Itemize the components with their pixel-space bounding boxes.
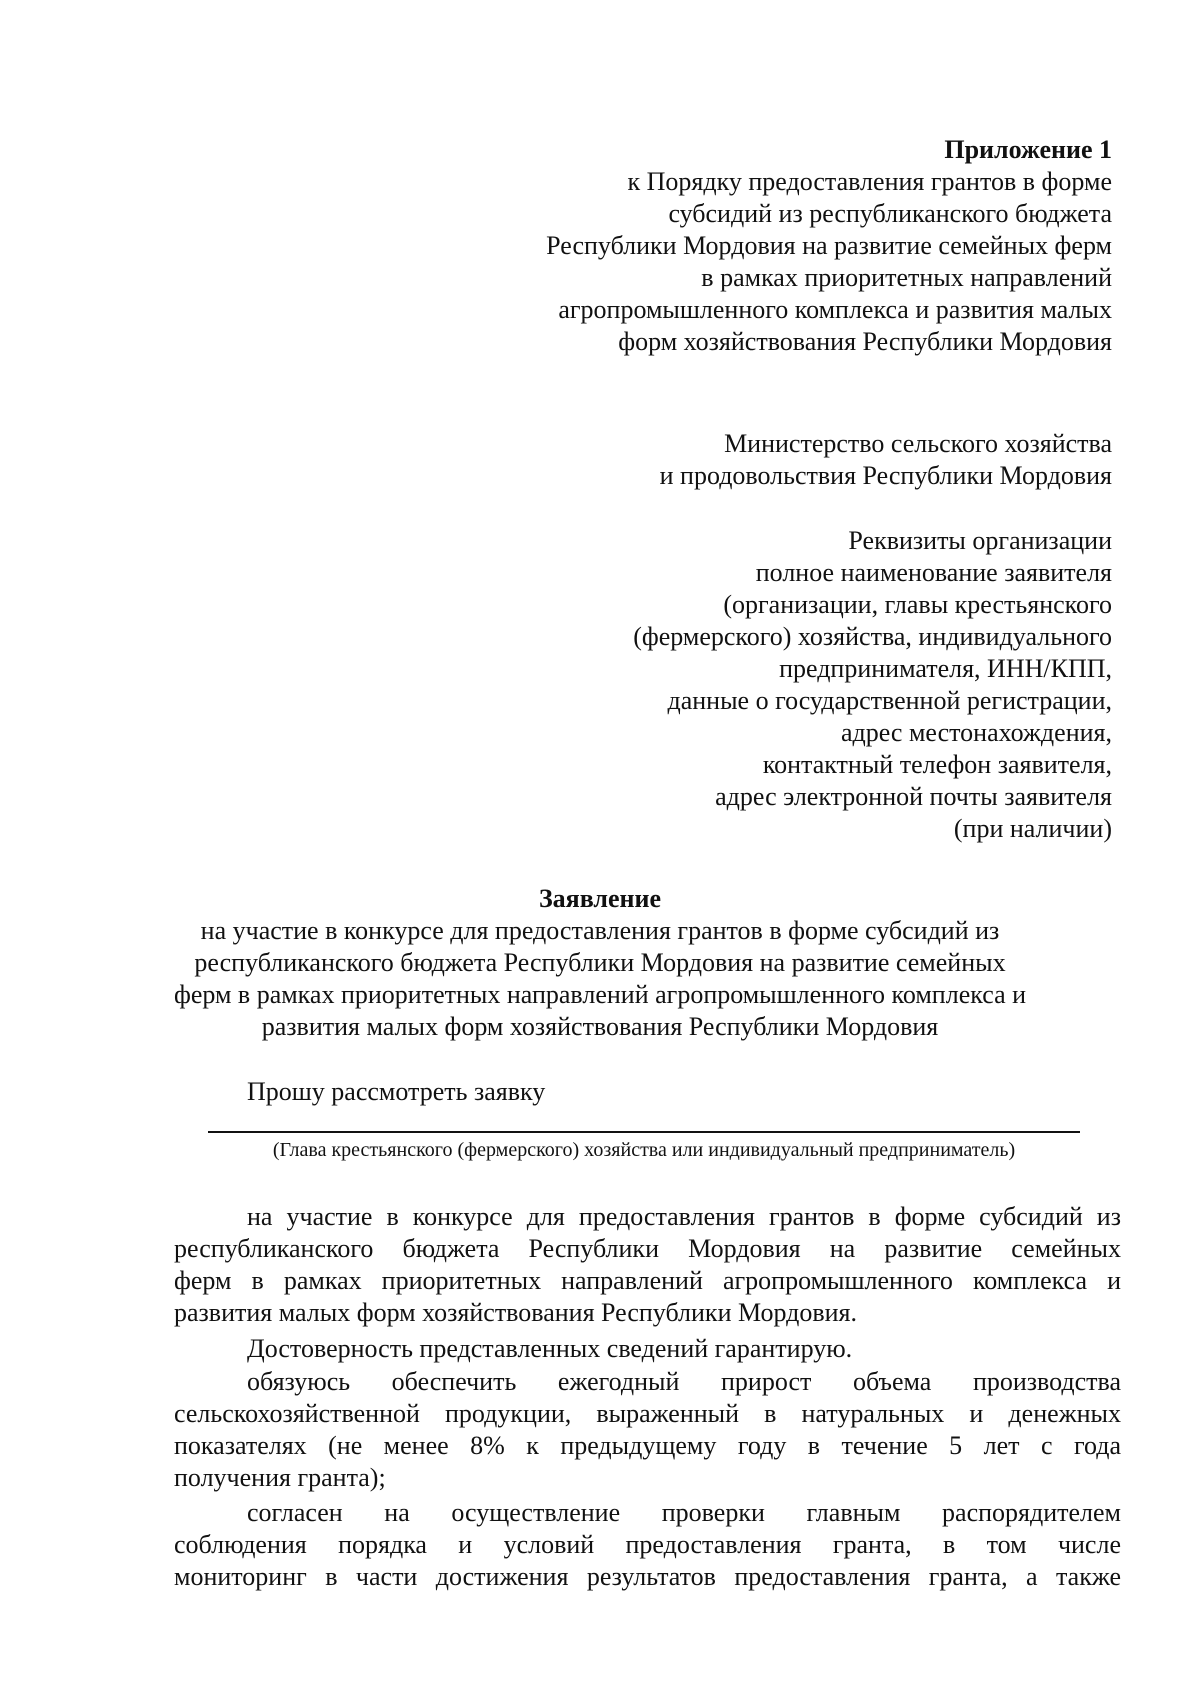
- statement-line: ферм в рамках приоритетных направлений агропромышленного комплекса и: [173, 980, 1027, 1009]
- appendix-line: к Порядку предоставления грантов в форме: [627, 167, 1112, 196]
- appendix-title: Приложение 1: [944, 135, 1112, 164]
- applicant-caption: (Глава крестьянского (фермерского) хозяйства или индивидуальный предприниматель): [272, 1139, 1016, 1161]
- appendix-line: форм хозяйствования Республики Мордовия: [618, 327, 1112, 356]
- appendix-line: субсидий из республиканского бюджета: [668, 199, 1112, 228]
- requisites-line: (фермерского) хозяйства, индивидуального: [633, 622, 1112, 651]
- requisites-line: данные о государственной регистрации,: [667, 686, 1112, 715]
- body-paragraph-4: [174, 1497, 1121, 1593]
- statement-line: развития малых форм хозяйствования Республики Мордовия: [261, 1012, 939, 1041]
- appendix-header: [546, 134, 1112, 358]
- body-paragraph-1: [174, 1201, 1121, 1329]
- requisites-line: Реквизиты организации: [848, 526, 1112, 555]
- requisites-line: (организации, главы крестьянского: [723, 590, 1112, 619]
- statement-title-block: [140, 883, 1060, 1043]
- statement-line: на участие в конкурсе для предоставления грантов в форме субсидий из: [200, 916, 1000, 945]
- applicant-fill-line: [208, 1131, 1080, 1133]
- appendix-line: в рамках приоритетных направлений: [701, 263, 1112, 292]
- statement-heading: Заявление: [538, 884, 662, 913]
- appendix-line: агропромышленного комплекса и развития малых: [558, 295, 1112, 324]
- body-line: обязуюсь обеспечить ежегодный прирост объема производства: [247, 1367, 1121, 1396]
- body-line: получения гранта);: [174, 1463, 386, 1492]
- body-line: показателях (не менее 8% к предыдущему году в течение 5 лет с года: [174, 1431, 1121, 1460]
- statement-line: республиканского бюджета Республики Мордовия на развитие семейных: [194, 948, 1006, 977]
- body-line: мониторинг в части достижения результатов предоставления гранта, а также: [174, 1562, 1121, 1591]
- body-paragraph-3: [174, 1366, 1121, 1494]
- body-line: ферм в рамках приоритетных направлений агропромышленного комплекса и: [174, 1266, 1121, 1295]
- requisites-line: контактный телефон заявителя,: [762, 750, 1112, 779]
- appendix-line: Республики Мордовия на развитие семейных ферм: [546, 231, 1112, 260]
- addressee-line: и продовольствия Республики Мордовия: [659, 461, 1112, 490]
- addressee-block: [660, 428, 1112, 492]
- requisites-line: предпринимателя, ИНН/КПП,: [779, 654, 1112, 683]
- body-line: согласен на осуществление проверки главным распорядителем: [247, 1498, 1121, 1527]
- body-line: соблюдения порядка и условий предоставления гранта, в том числе: [174, 1530, 1121, 1559]
- requisites-line: полное наименование заявителя: [755, 558, 1112, 587]
- body-line: развития малых форм хозяйствования Республики Мордовия.: [174, 1298, 857, 1327]
- addressee-line: Министерство сельского хозяйства: [724, 429, 1112, 458]
- body-line: республиканского бюджета Республики Мордовия на развитие семейных: [174, 1234, 1121, 1263]
- body-line: на участие в конкурсе для предоставления грантов в форме субсидий из: [247, 1202, 1121, 1231]
- requisites-line: адрес местонахождения,: [840, 718, 1112, 747]
- body-paragraph-2: [174, 1333, 1121, 1365]
- requisites-line: адрес электронной почты заявителя: [715, 782, 1112, 811]
- requisites-block: [633, 525, 1112, 845]
- body-line: сельскохозяйственной продукции, выраженный в натуральных и денежных: [174, 1399, 1121, 1428]
- requisites-line: (при наличии): [953, 814, 1112, 843]
- request-text: Прошу рассмотреть заявку: [247, 1077, 546, 1106]
- body-line: Достоверность представленных сведений гарантирую.: [247, 1334, 853, 1363]
